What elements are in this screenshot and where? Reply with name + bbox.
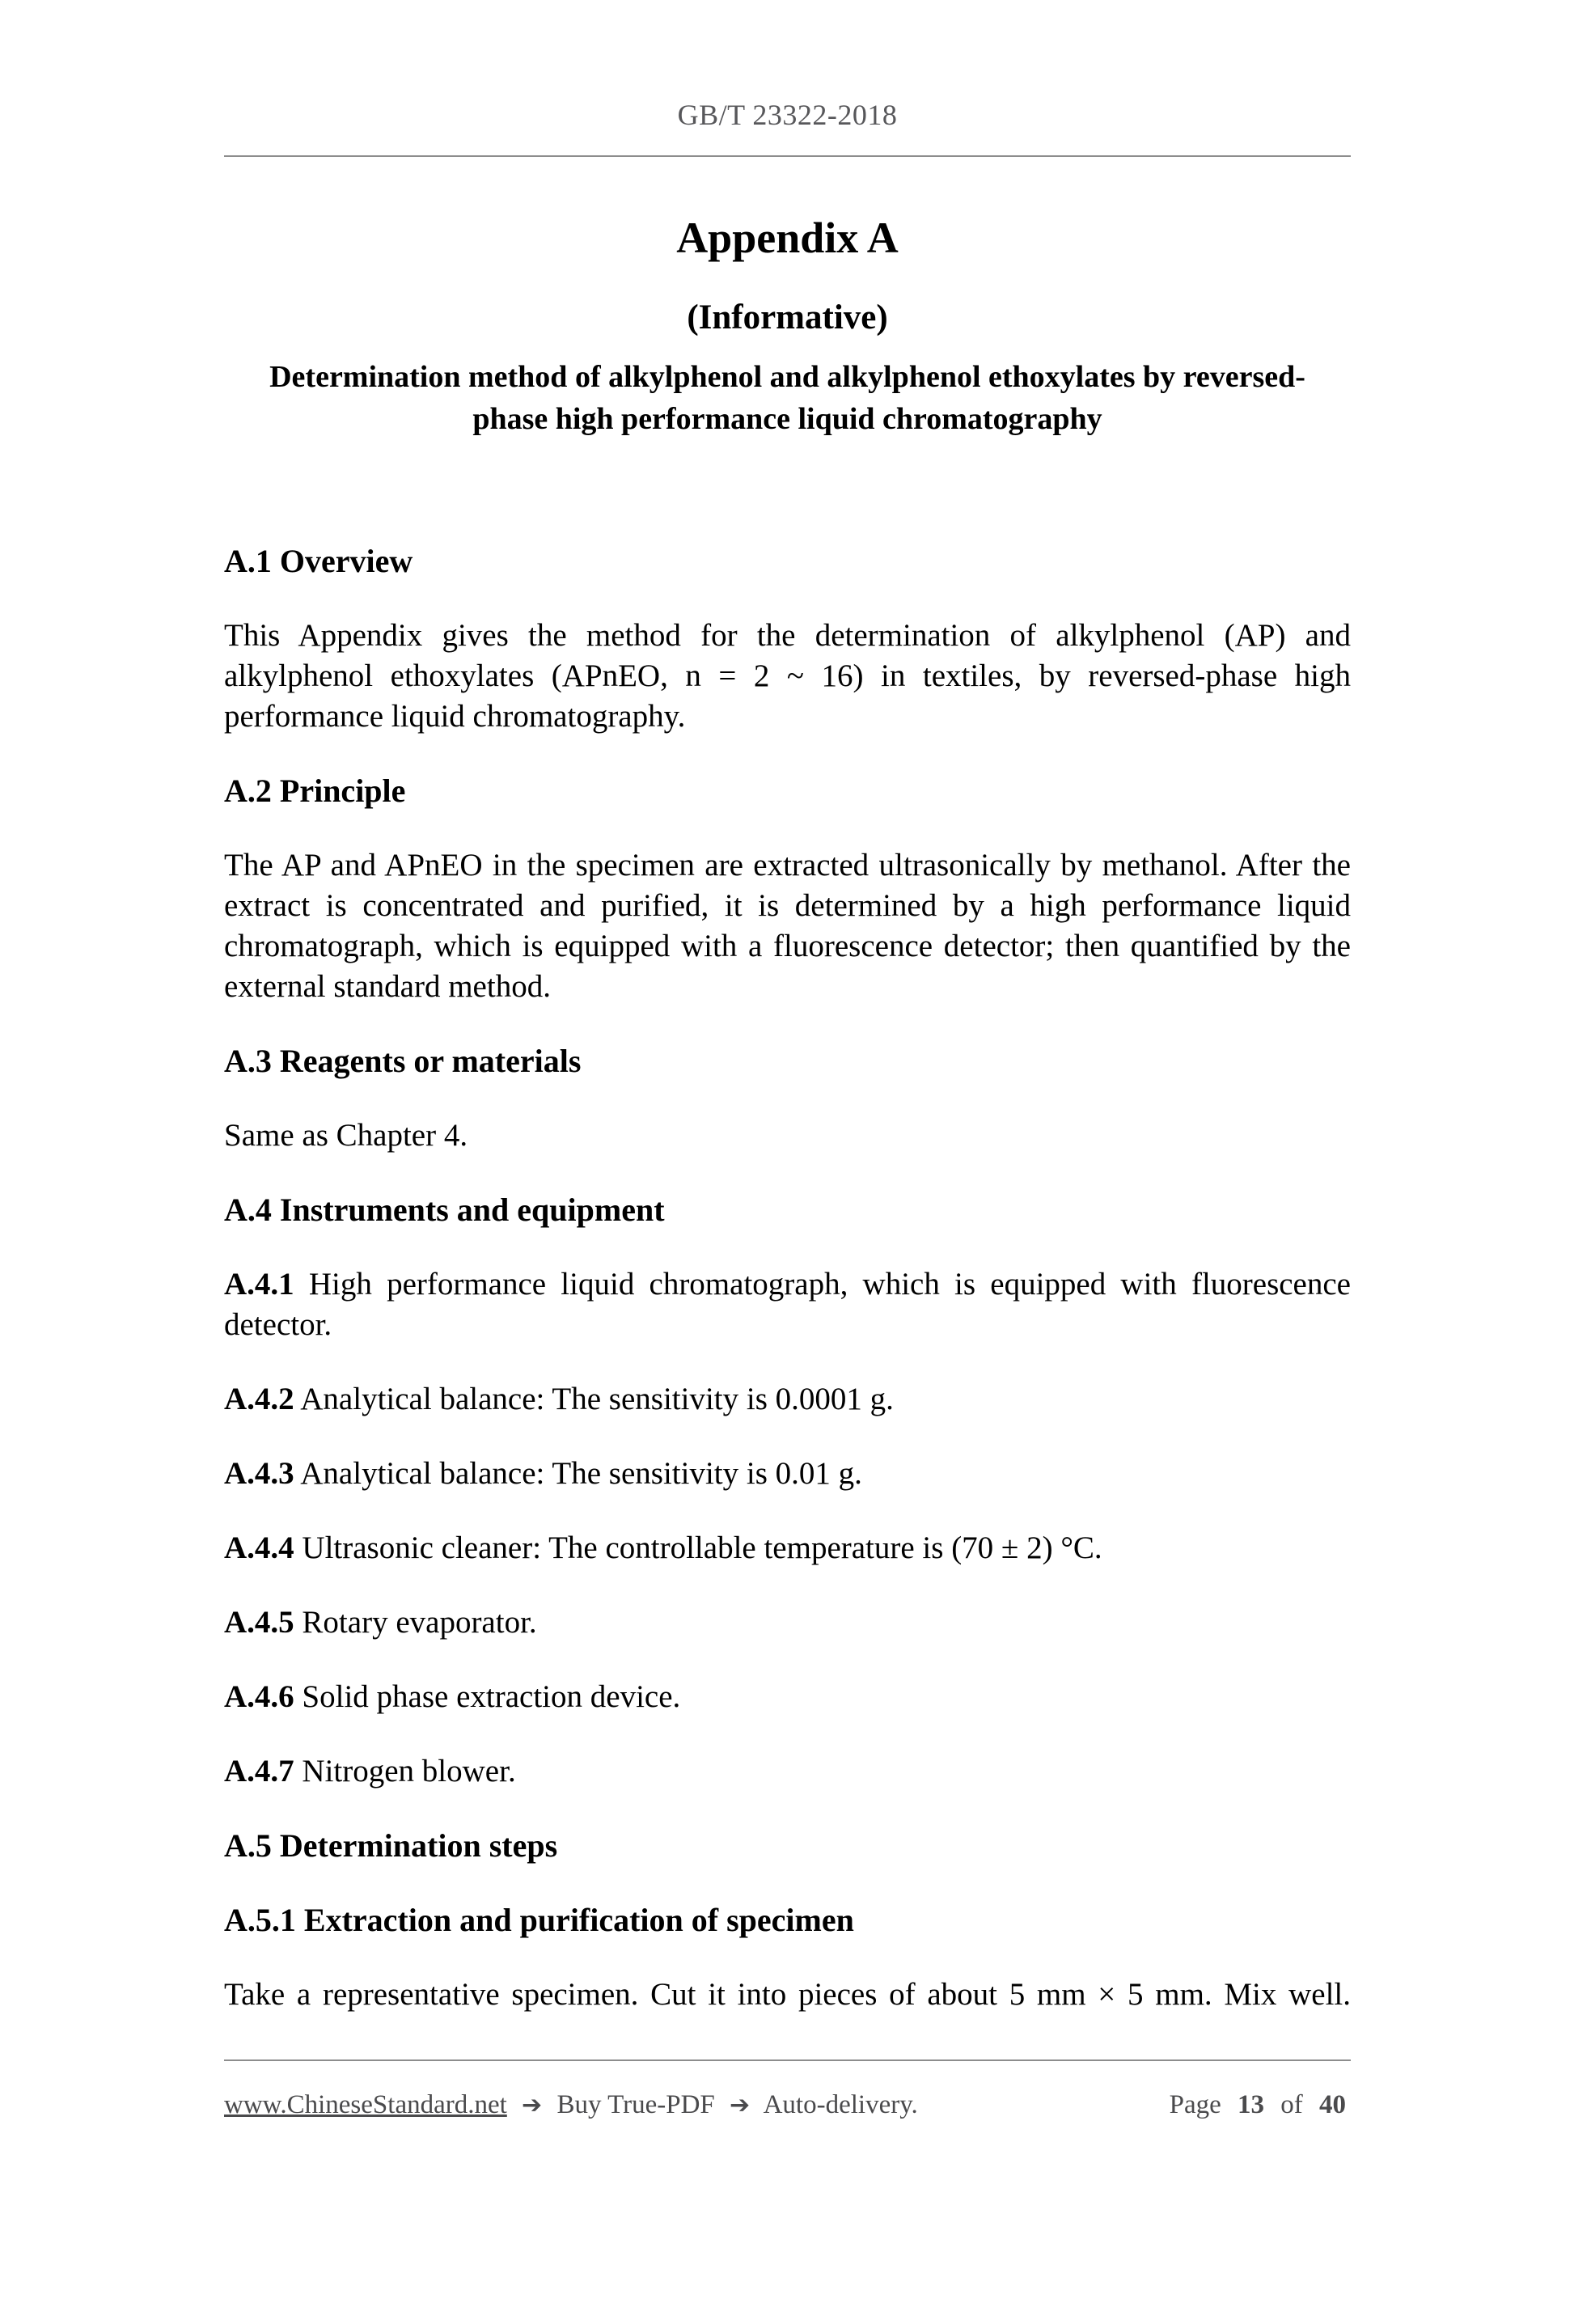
- subtitle-line: phase high performance liquid chromatography: [472, 402, 1102, 436]
- page-label: Page: [1169, 2090, 1221, 2119]
- footer-info: [224, 2089, 918, 2122]
- subtitle-line: Determination method of alkylphenol and alkylphenol ethoxylates by reversed-: [269, 360, 1305, 394]
- paragraph: [224, 1528, 1351, 1568]
- document-body: [224, 541, 1351, 2015]
- paragraph: [224, 1454, 1351, 1494]
- arrow-icon: ➔: [730, 2091, 751, 2119]
- body-line: A.4.2 Analytical balance: The sensitivity is 0.0001 g.: [224, 1382, 894, 1416]
- of-label: of: [1280, 2090, 1303, 2119]
- bold-label: A.4.1: [224, 1267, 294, 1302]
- page-number: 13: [1238, 2090, 1264, 2119]
- body-line: A.4.4 Ultrasonic cleaner: The controllable temperature is (70 ± 2) °C.: [224, 1530, 1102, 1565]
- document-page: [0, 97, 1574, 2324]
- body-line: extract is concentrated and purified, it is determined by a high performance liquid: [224, 888, 1351, 923]
- bold-label: A.4.4: [224, 1530, 294, 1565]
- paragraph: [224, 845, 1351, 1007]
- body-line: A.4.7 Nitrogen blower.: [224, 1754, 516, 1789]
- paragraph: [224, 1115, 1351, 1156]
- body-line: A.4.6 Solid phase extraction device.: [224, 1679, 681, 1714]
- bold-label: A.4.7: [224, 1754, 294, 1789]
- body-line: alkylphenol ethoxylates (APnEO, n = 2 ~ 16) in textiles, by reversed-phase high: [224, 658, 1351, 693]
- site-link[interactable]: www.ChineseStandard.net: [224, 2090, 507, 2119]
- paragraph: [224, 1677, 1351, 1717]
- header-rule: [224, 155, 1351, 157]
- body-line: Take a representative specimen. Cut it into pieces of about 5 mm × 5 mm. Mix well.: [224, 1977, 1351, 2012]
- paragraph: [224, 1975, 1351, 2015]
- body-line: external standard method.: [224, 969, 551, 1004]
- bold-label: A.4.6: [224, 1679, 294, 1714]
- body-line: chromatograph, which is equipped with a fluorescence detector; then quantified by the: [224, 929, 1351, 963]
- doc-number: GB/T 23322-2018: [677, 99, 898, 131]
- doc-subtitle: [224, 356, 1351, 440]
- section-heading: A.2 Principle: [224, 773, 406, 809]
- paragraph: [224, 616, 1351, 737]
- footer-rule: [224, 2059, 1351, 2061]
- bold-label: A.4.3: [224, 1456, 294, 1491]
- paragraph: [224, 1264, 1351, 1345]
- body-line: The AP and APnEO in the specimen are extracted ultrasonically by methanol. After the: [224, 848, 1351, 883]
- paragraph: [224, 1602, 1351, 1643]
- section-heading: A.5 Determination steps: [224, 1827, 558, 1864]
- arrow-icon: ➔: [522, 2091, 543, 2119]
- footer-step-delivery: Auto-delivery.: [763, 2090, 918, 2119]
- body-line: A.4.1 High performance liquid chromatograph, which is equipped with fluorescence: [224, 1267, 1351, 1302]
- paragraph: [224, 1751, 1351, 1792]
- section-heading: A.5.1 Extraction and purification of specimen: [224, 1902, 854, 1938]
- body-line: A.4.3 Analytical balance: The sensitivity is 0.01 g.: [224, 1456, 862, 1491]
- page-footer: [224, 2089, 1351, 2122]
- appendix-title: Appendix A: [676, 214, 899, 262]
- body-line: detector.: [224, 1307, 332, 1342]
- footer-step-buy: Buy True-PDF: [556, 2090, 715, 2119]
- paragraph: [224, 1379, 1351, 1420]
- section-heading: A.1 Overview: [224, 543, 413, 579]
- total-pages: 40: [1319, 2090, 1346, 2119]
- page-indicator: [1165, 2089, 1351, 2121]
- body-line: performance liquid chromatography.: [224, 699, 686, 734]
- bold-label: A.4.5: [224, 1605, 294, 1640]
- section-heading: A.4 Instruments and equipment: [224, 1192, 665, 1228]
- section-heading: A.3 Reagents or materials: [224, 1043, 582, 1079]
- bold-label: A.4.2: [224, 1382, 294, 1416]
- informative-label: (Informative): [687, 298, 888, 337]
- body-line: This Appendix gives the method for the determination of alkylphenol (AP) and: [224, 618, 1351, 653]
- body-line: Same as Chapter 4.: [224, 1118, 468, 1153]
- body-line: A.4.5 Rotary evaporator.: [224, 1605, 537, 1640]
